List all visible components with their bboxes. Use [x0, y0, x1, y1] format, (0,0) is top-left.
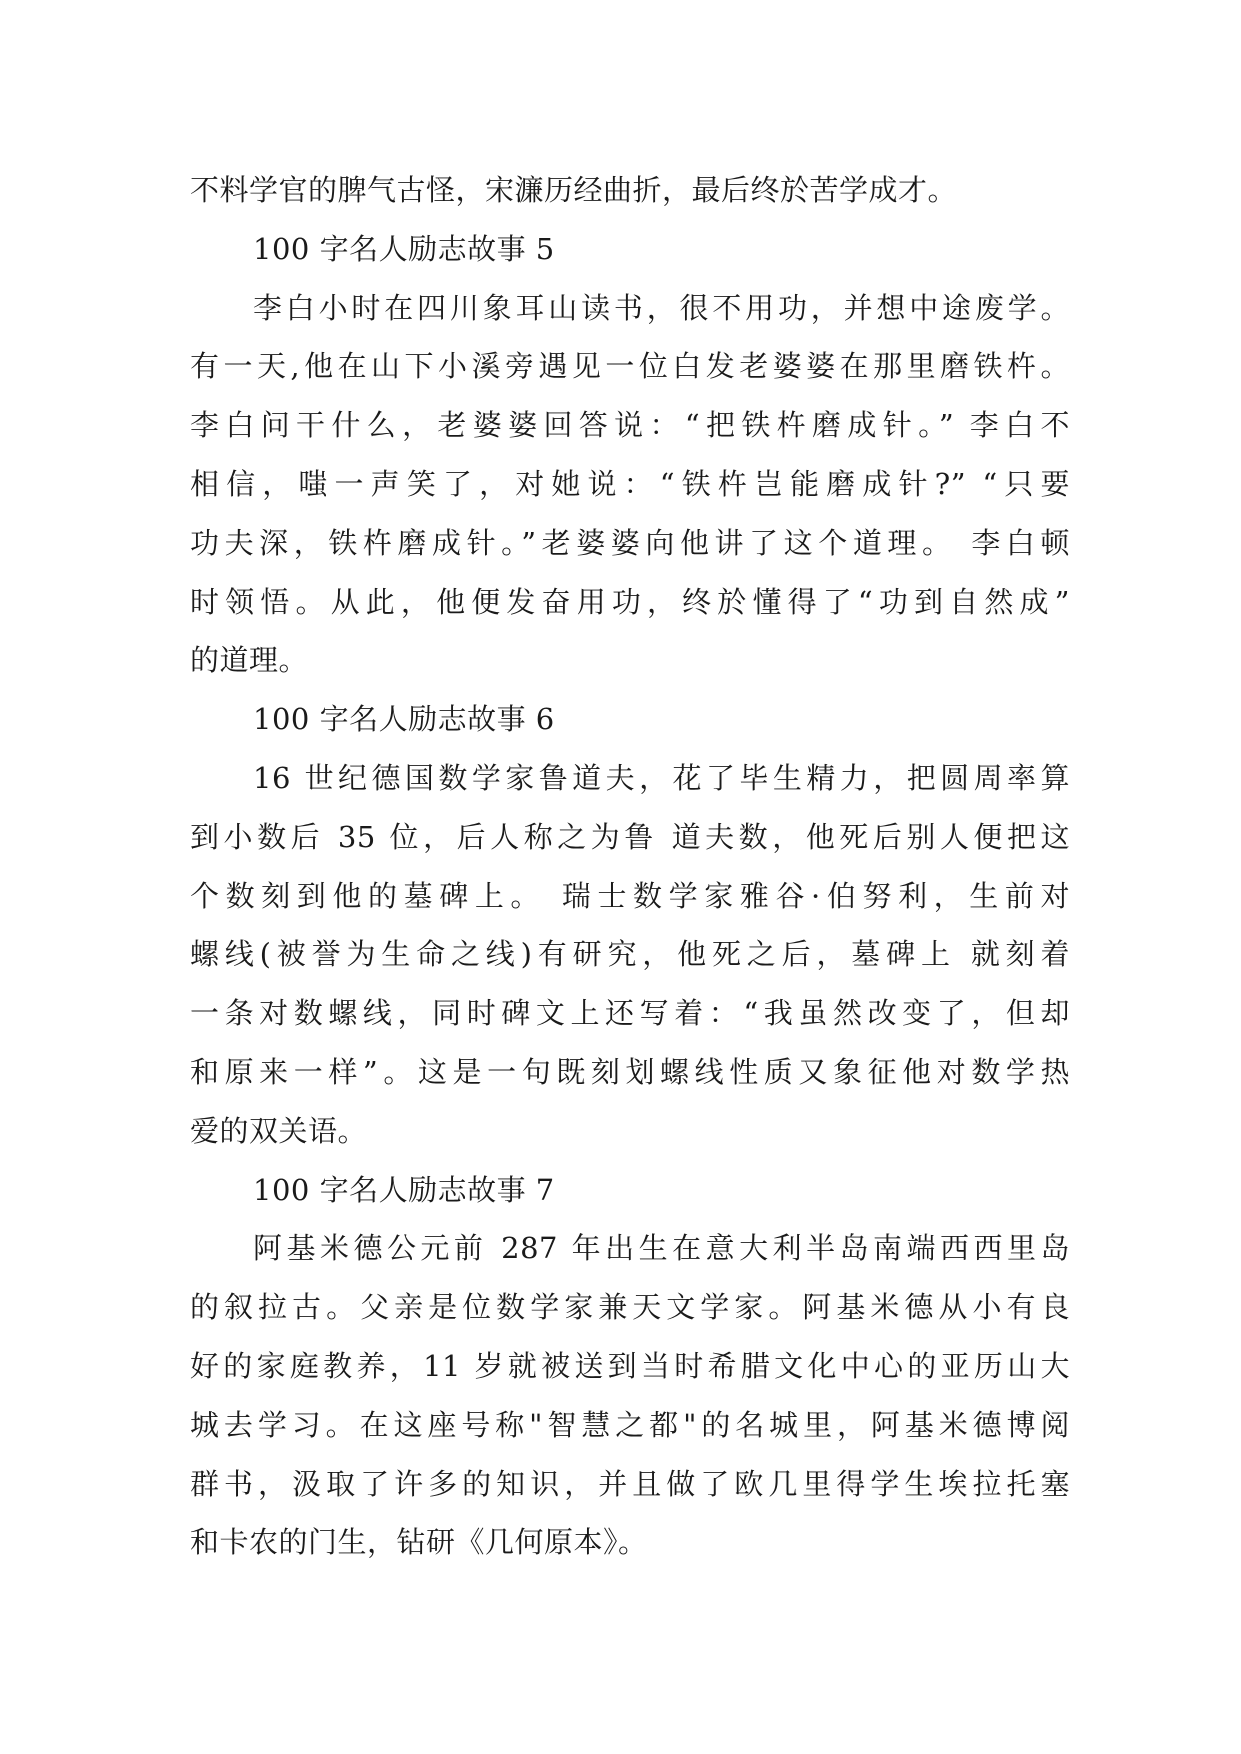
paragraph-line: 功夫深，铁杵磨成针。”老婆婆向他讲了这个道理。 李白顿	[190, 525, 1070, 560]
paragraph-line: 李白小时在四川象耳山读书，很不用功，并想中途废学。	[253, 290, 1070, 325]
paragraph-line: 一条对数螺线，同时碑文上还写着：“我虽然改变了，但却	[190, 996, 1070, 1031]
paragraph-line: 李白问干什么，老婆婆回答说：“把铁杵磨成针。” 李白不	[190, 408, 1070, 443]
paragraph-line: 不料学官的脾气古怪，宋濂历经曲折，最后终於苦学成才。	[190, 173, 958, 207]
paragraph-line: 相信，嗤一声笑了，对她说：“铁杵岂能磨成针?” “只要	[190, 466, 1070, 501]
paragraph-line: 群书，汲取了许多的知识，并且做了欧几里得学生埃拉托塞	[190, 1466, 1070, 1501]
paragraph-line: 的叙拉古。父亲是位数学家兼天文学家。阿基米德从小有良	[190, 1290, 1070, 1325]
paragraph-line: 的道理。	[190, 643, 309, 678]
paragraph-line: 城去学习。在这座号称"智慧之都"的名城里，阿基米德博阅	[190, 1407, 1070, 1442]
paragraph-line: 阿基米德公元前 287 年出生在意大利半岛南端西西里岛	[253, 1231, 1070, 1266]
section-heading: 100 字名人励志故事 7	[253, 1172, 555, 1207]
paragraph-line: 到小数后 35 位，后人称之为鲁 道夫数，他死后别人便把这	[190, 819, 1070, 854]
paragraph-line: 有一天,他在山下小溪旁遇见一位白发老婆婆在那里磨铁杵。	[190, 349, 1070, 384]
paragraph-line: 16 世纪德国数学家鲁道夫，花了毕生精力，把圆周率算	[253, 760, 1070, 795]
section-heading: 100 字名人励志故事 5	[253, 231, 555, 266]
section-heading: 100 字名人励志故事 6	[253, 702, 555, 737]
document-page	[190, 161, 1070, 1572]
paragraph-line: 和卡农的门生，钻研《几何原本》。	[190, 1525, 648, 1560]
paragraph-line: 个数刻到他的墓碑上。 瑞士数学家雅谷·伯努利，生前对	[190, 878, 1070, 913]
paragraph-line: 爱的双关语。	[190, 1113, 368, 1148]
paragraph-line: 时领悟。从此，他便发奋用功，终於懂得了“功到自然成”	[190, 584, 1070, 619]
paragraph-line: 好的家庭教养，11 岁就被送到当时希腊文化中心的亚历山大	[190, 1348, 1070, 1383]
paragraph-line: 和原来一样”。这是一句既刻划螺线性质又象征他对数学热	[190, 1054, 1070, 1089]
paragraph-line: 螺线(被誉为生命之线)有研究，他死之后，墓碑上 就刻着	[190, 937, 1070, 972]
